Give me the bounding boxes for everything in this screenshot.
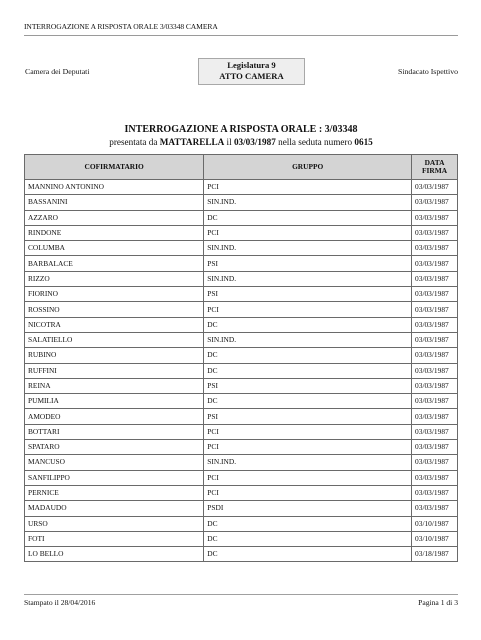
header-firma: FIRMA xyxy=(422,166,448,175)
cell-data-firma: 03/03/1987 xyxy=(412,210,458,225)
cell-gruppo: SIN.IND. xyxy=(204,332,412,347)
cell-gruppo: DC xyxy=(204,516,412,531)
header-gruppo: GRUPPO xyxy=(204,155,412,180)
cell-gruppo: PCI xyxy=(204,180,412,195)
cell-cofirmatario: RINDONE xyxy=(25,225,204,240)
cell-data-firma: 03/03/1987 xyxy=(412,378,458,393)
header-data: DATA xyxy=(424,158,445,167)
cell-cofirmatario: RUFFINI xyxy=(25,363,204,378)
cell-data-firma: 03/03/1987 xyxy=(412,271,458,286)
cell-cofirmatario: BOTTARI xyxy=(25,424,204,439)
table-row xyxy=(25,195,458,210)
cell-gruppo: PCI xyxy=(204,424,412,439)
cell-data-firma: 03/03/1987 xyxy=(412,424,458,439)
table-row xyxy=(25,501,458,516)
table-row xyxy=(25,516,458,531)
presented-prefix: presentata da xyxy=(109,137,158,147)
cell-gruppo: PCI xyxy=(204,225,412,240)
table-header-row xyxy=(25,155,458,180)
cell-data-firma: 03/03/1987 xyxy=(412,180,458,195)
cell-cofirmatario: RUBINO xyxy=(25,348,204,363)
presented-date: 03/03/1987 xyxy=(233,137,276,147)
table-row xyxy=(25,455,458,470)
cell-gruppo: PCI xyxy=(204,302,412,317)
table-row xyxy=(25,271,458,286)
table-row xyxy=(25,409,458,424)
cell-gruppo: SIN.IND. xyxy=(204,271,412,286)
cell-data-firma: 03/03/1987 xyxy=(412,485,458,500)
table-row xyxy=(25,378,458,393)
table-row xyxy=(25,256,458,271)
cell-data-firma: 03/03/1987 xyxy=(412,225,458,240)
cell-cofirmatario: BARBALACE xyxy=(25,256,204,271)
document-header xyxy=(24,22,458,36)
header-data-firma xyxy=(412,155,458,180)
table-row xyxy=(25,394,458,409)
cell-data-firma: 03/10/1987 xyxy=(412,516,458,531)
cell-cofirmatario: MADAUDO xyxy=(25,501,204,516)
table-row xyxy=(25,287,458,302)
cell-gruppo: PSI xyxy=(204,287,412,302)
cell-data-firma: 03/10/1987 xyxy=(412,531,458,546)
cell-gruppo: PSDI xyxy=(204,501,412,516)
cell-data-firma: 03/03/1987 xyxy=(412,302,458,317)
cell-data-firma: 03/03/1987 xyxy=(412,256,458,271)
table-row xyxy=(25,424,458,439)
cell-gruppo: SIN.IND. xyxy=(204,195,412,210)
table-row xyxy=(25,440,458,455)
cell-data-firma: 03/03/1987 xyxy=(412,501,458,516)
cell-gruppo: SIN.IND. xyxy=(204,241,412,256)
cell-gruppo: DC xyxy=(204,531,412,546)
table-row xyxy=(25,180,458,195)
legislatura-label: Legislatura 9 xyxy=(227,60,276,70)
cell-gruppo: DC xyxy=(204,547,412,562)
cell-data-firma: 03/03/1987 xyxy=(412,348,458,363)
table-row xyxy=(25,332,458,347)
cell-gruppo: PCI xyxy=(204,440,412,455)
cell-data-firma: 03/03/1987 xyxy=(412,287,458,302)
cell-gruppo: PCI xyxy=(204,470,412,485)
cell-data-firma: 03/18/1987 xyxy=(412,547,458,562)
cell-cofirmatario: MANCUSO xyxy=(25,455,204,470)
cell-cofirmatario: MANNINO ANTONINO xyxy=(25,180,204,195)
cell-cofirmatario: ROSSINO xyxy=(25,302,204,317)
print-date: Stampato il 28/04/2016 xyxy=(24,598,96,607)
table-row xyxy=(25,547,458,562)
cell-gruppo: DC xyxy=(204,348,412,363)
cell-cofirmatario: SPATARO xyxy=(25,440,204,455)
cell-gruppo: DC xyxy=(204,363,412,378)
table-row xyxy=(25,348,458,363)
session-number: 0615 xyxy=(354,137,373,147)
sindacato-label: Sindacato Ispettivo xyxy=(398,67,458,76)
cell-gruppo: DC xyxy=(204,210,412,225)
session-prefix: nella seduta numero xyxy=(278,137,353,147)
cell-gruppo: PCI xyxy=(204,485,412,500)
header-cofirmatario: COFIRMATARIO xyxy=(25,155,204,180)
cell-cofirmatario: AZZARO xyxy=(25,210,204,225)
table-row xyxy=(25,317,458,332)
cell-cofirmatario: PUMILIA xyxy=(25,394,204,409)
presented-line xyxy=(24,136,458,148)
date-prefix: il xyxy=(226,137,232,147)
title-block xyxy=(24,124,458,148)
table-row xyxy=(25,210,458,225)
cell-cofirmatario: SALATIELLO xyxy=(25,332,204,347)
cell-data-firma: 03/03/1987 xyxy=(412,455,458,470)
table-row xyxy=(25,363,458,378)
cell-data-firma: 03/03/1987 xyxy=(412,409,458,424)
cell-data-firma: 03/03/1987 xyxy=(412,470,458,485)
table-row xyxy=(25,225,458,240)
legislatura-box xyxy=(198,58,305,85)
cell-data-firma: 03/03/1987 xyxy=(412,317,458,332)
cell-cofirmatario: URSO xyxy=(25,516,204,531)
cell-gruppo: SIN.IND. xyxy=(204,455,412,470)
cell-data-firma: 03/03/1987 xyxy=(412,195,458,210)
cell-gruppo: PSI xyxy=(204,256,412,271)
cell-cofirmatario: RIZZO xyxy=(25,271,204,286)
cell-gruppo: PSI xyxy=(204,409,412,424)
table-row xyxy=(25,302,458,317)
cell-gruppo: PSI xyxy=(204,378,412,393)
cell-gruppo: DC xyxy=(204,394,412,409)
cell-data-firma: 03/03/1987 xyxy=(412,332,458,347)
page-number: Pagina 1 di 3 xyxy=(418,598,458,607)
cell-cofirmatario: COLUMBA xyxy=(25,241,204,256)
cell-data-firma: 03/03/1987 xyxy=(412,241,458,256)
atto-label: ATTO CAMERA xyxy=(219,71,284,81)
table-body xyxy=(25,180,458,562)
cell-cofirmatario: FOTI xyxy=(25,531,204,546)
cell-cofirmatario: PERNICE xyxy=(25,485,204,500)
cell-cofirmatario: BASSANINI xyxy=(25,195,204,210)
table-row xyxy=(25,470,458,485)
table-row xyxy=(25,241,458,256)
cell-data-firma: 03/03/1987 xyxy=(412,440,458,455)
org-name: Camera dei Deputati xyxy=(25,67,90,76)
interrogation-title: INTERROGAZIONE A RISPOSTA ORALE : 3/03348 xyxy=(124,124,358,135)
cell-cofirmatario: SANFILIPPO xyxy=(25,470,204,485)
org-row xyxy=(24,58,458,88)
table-row xyxy=(25,485,458,500)
cell-gruppo: DC xyxy=(204,317,412,332)
table-row xyxy=(25,531,458,546)
cell-cofirmatario: LO BELLO xyxy=(25,547,204,562)
cell-data-firma: 03/03/1987 xyxy=(412,363,458,378)
footer xyxy=(24,594,458,607)
cell-cofirmatario: NICOTRA xyxy=(25,317,204,332)
cofirmatari-table xyxy=(24,154,458,562)
cell-cofirmatario: AMODEO xyxy=(25,409,204,424)
cell-data-firma: 03/03/1987 xyxy=(412,394,458,409)
header-title: INTERROGAZIONE A RISPOSTA ORALE 3/03348 CAMERA xyxy=(24,22,218,31)
presenter-name: MATTARELLA xyxy=(159,137,225,147)
cell-cofirmatario: FIORINO xyxy=(25,287,204,302)
cell-cofirmatario: REINA xyxy=(25,378,204,393)
